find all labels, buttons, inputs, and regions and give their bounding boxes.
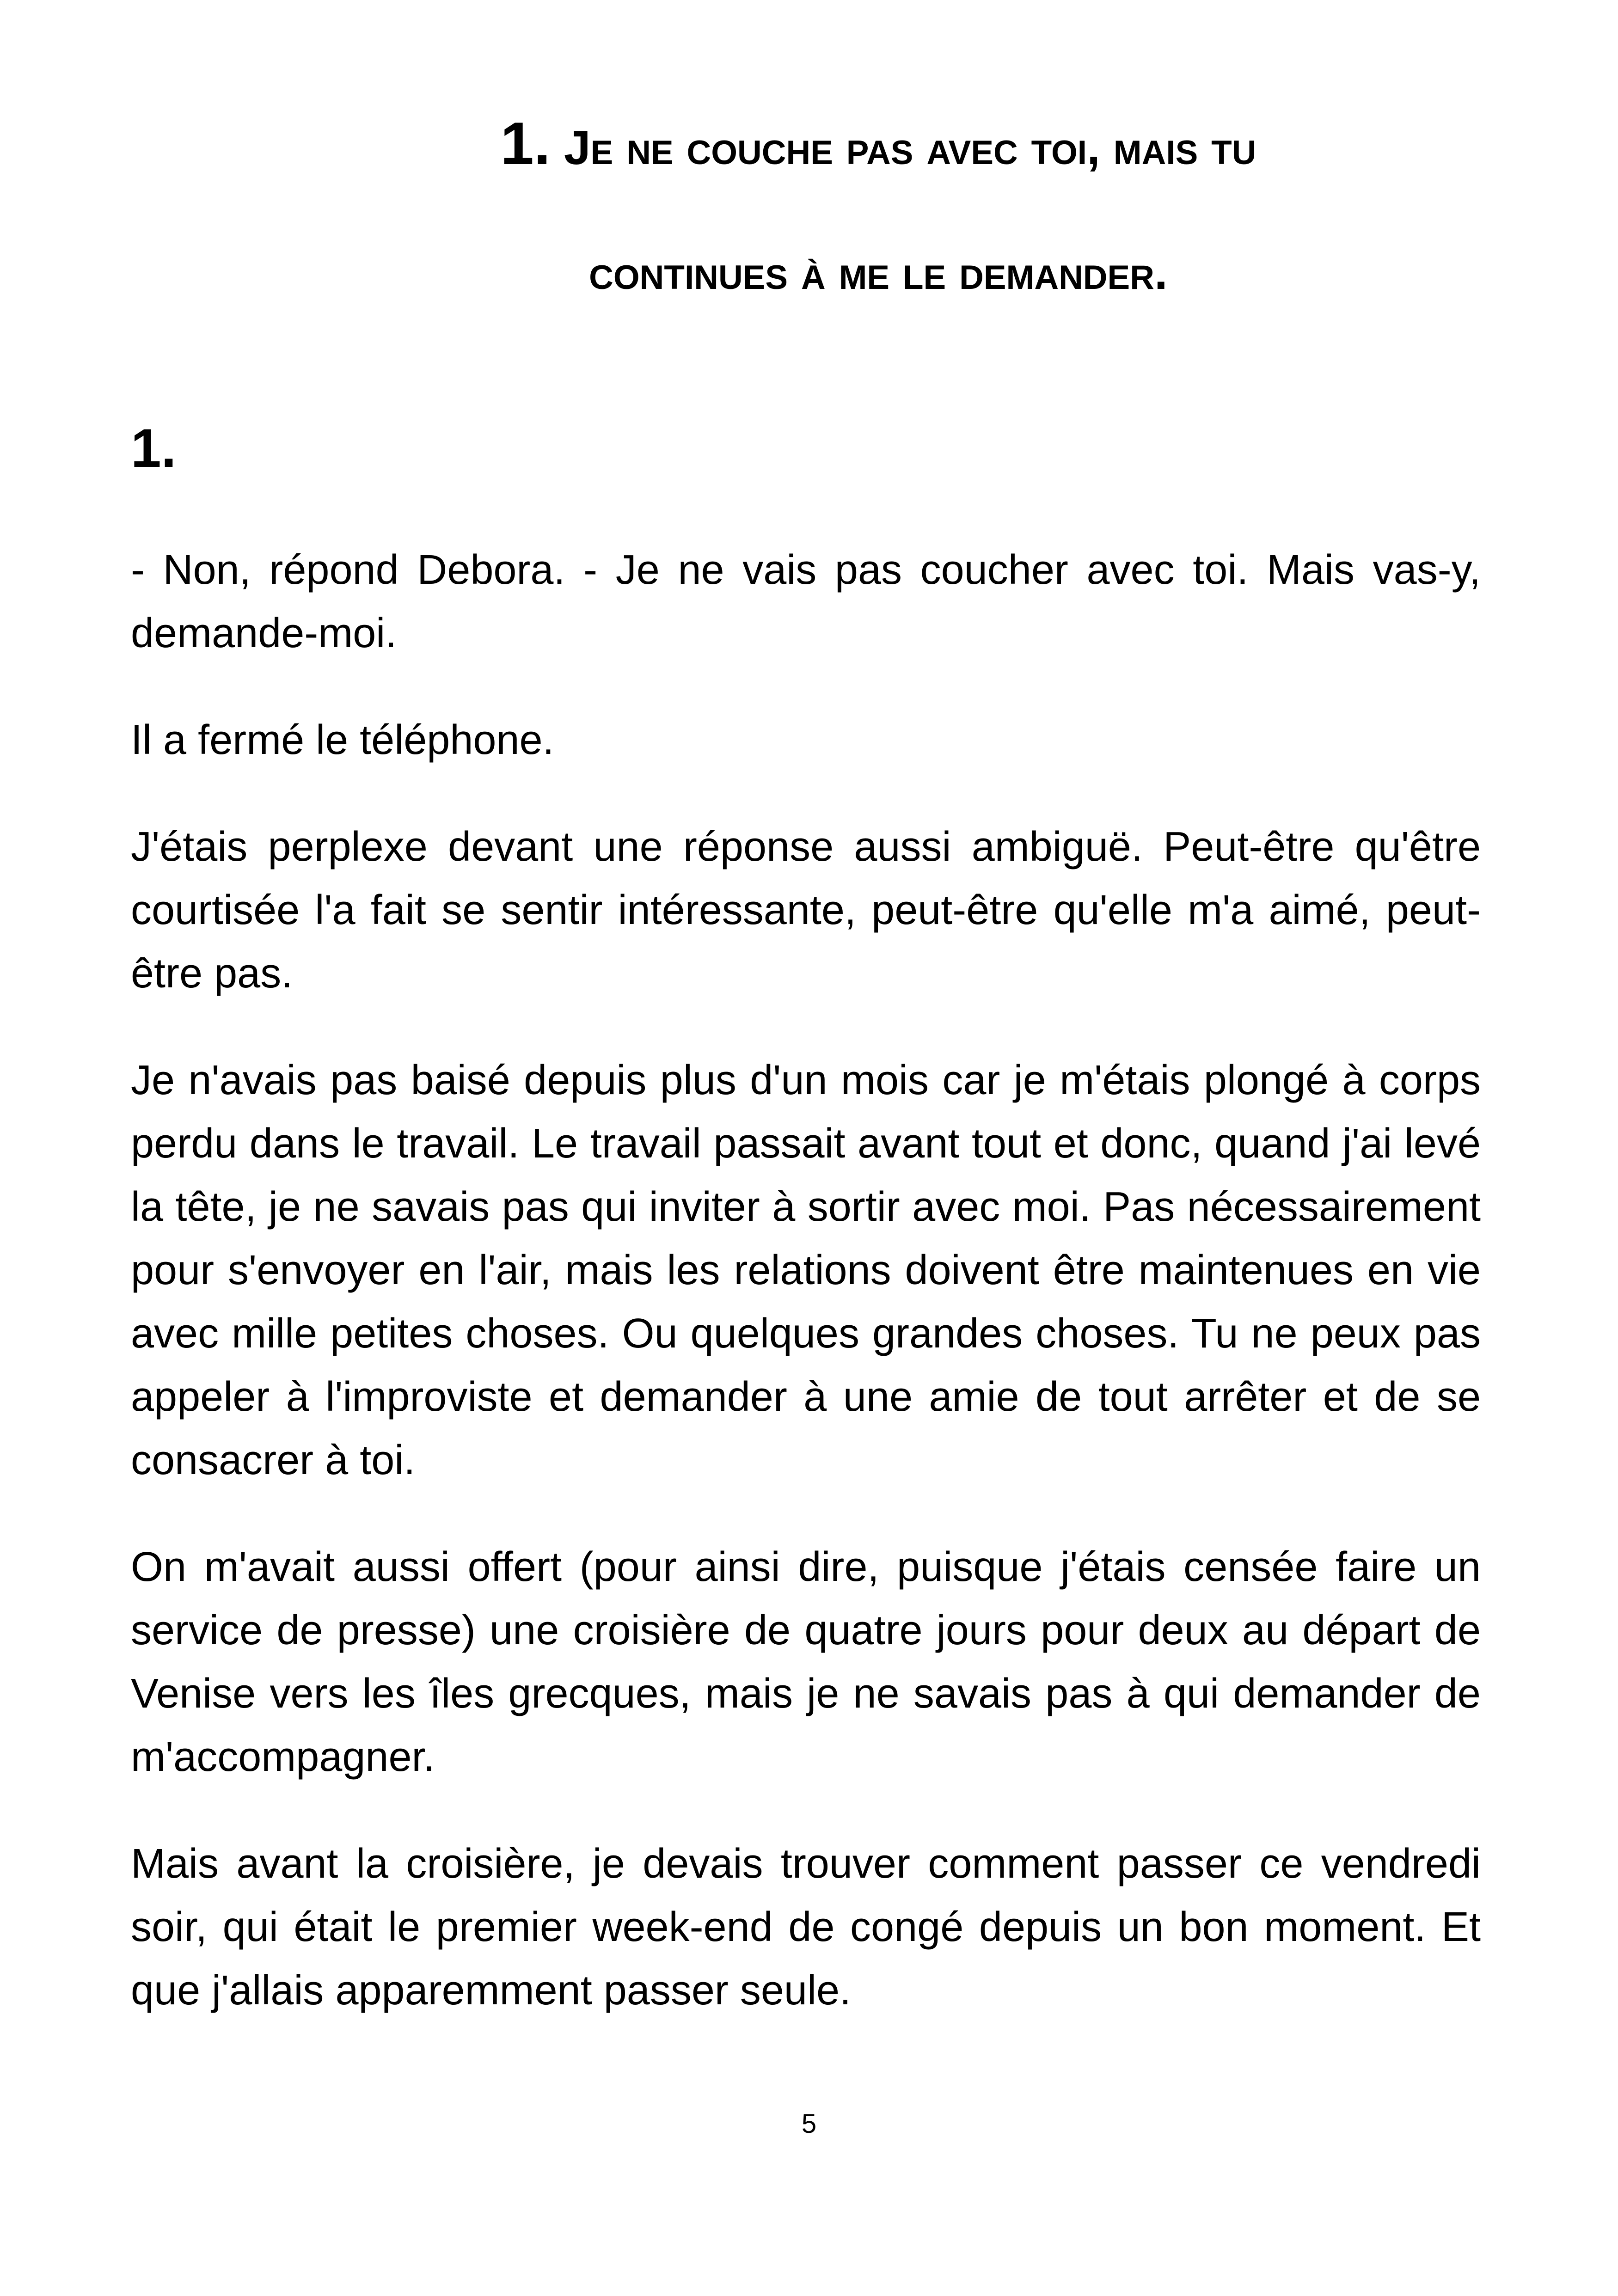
- page-number: 5: [801, 2109, 817, 2139]
- paragraph: On m'avait aussi offert (pour ainsi dire, puisque j'étais censée faire un service de presse) une croisière de quatre jours pour deux au départ de Venise vers les îles grecques, mais je ne savais pas à qui demander de m'accompagner.: [131, 1544, 1481, 1780]
- paragraph: Il a fermé le téléphone.: [131, 717, 554, 763]
- chapter-title: [324, 81, 1433, 335]
- chapter-title-text-1: Je ne couche pas avec toi, mais tu: [564, 121, 1256, 175]
- chapter-title-line-1: [324, 81, 1433, 210]
- paragraph: J'étais perplexe devant une réponse aussi ambiguë. Peut-être qu'être courtisée l'a fait se sentir intéressante, peut-être qu'elle m'a aimé, peut-être pas.: [131, 824, 1481, 997]
- chapter-number: 1.: [500, 110, 551, 177]
- section-heading: 1.: [131, 418, 177, 479]
- body-text: [131, 539, 1481, 2066]
- chapter-title-line-2: continues à me le demander.: [589, 246, 1168, 300]
- paragraph: Je n'avais pas baisé depuis plus d'un mois car je m'étais plongé à corps perdu dans le travail. Le travail passait avant tout et donc, quand j'ai levé la tête, je ne savais pas qui inviter à sortir avec moi. Pas nécessairement pour s'envoyer en l'air, mais les relations doivent être maintenues en vie avec mille petites choses. Ou quelques grandes choses. Tu ne peux pas appeler à l'improviste et demander à une amie de tout arrêter et de se consacrer à toi.: [131, 1057, 1481, 1483]
- paragraph-dialogue: - Non, répond Debora. - Je ne vais pas coucher avec toi. Mais vas-y, demande-moi.: [131, 547, 1481, 656]
- paragraph: Mais avant la croisière, je devais trouver comment passer ce vendredi soir, qui était le premier week-end de congé depuis un bon moment. Et que j'allais apparemment passer seule.: [131, 1841, 1481, 2014]
